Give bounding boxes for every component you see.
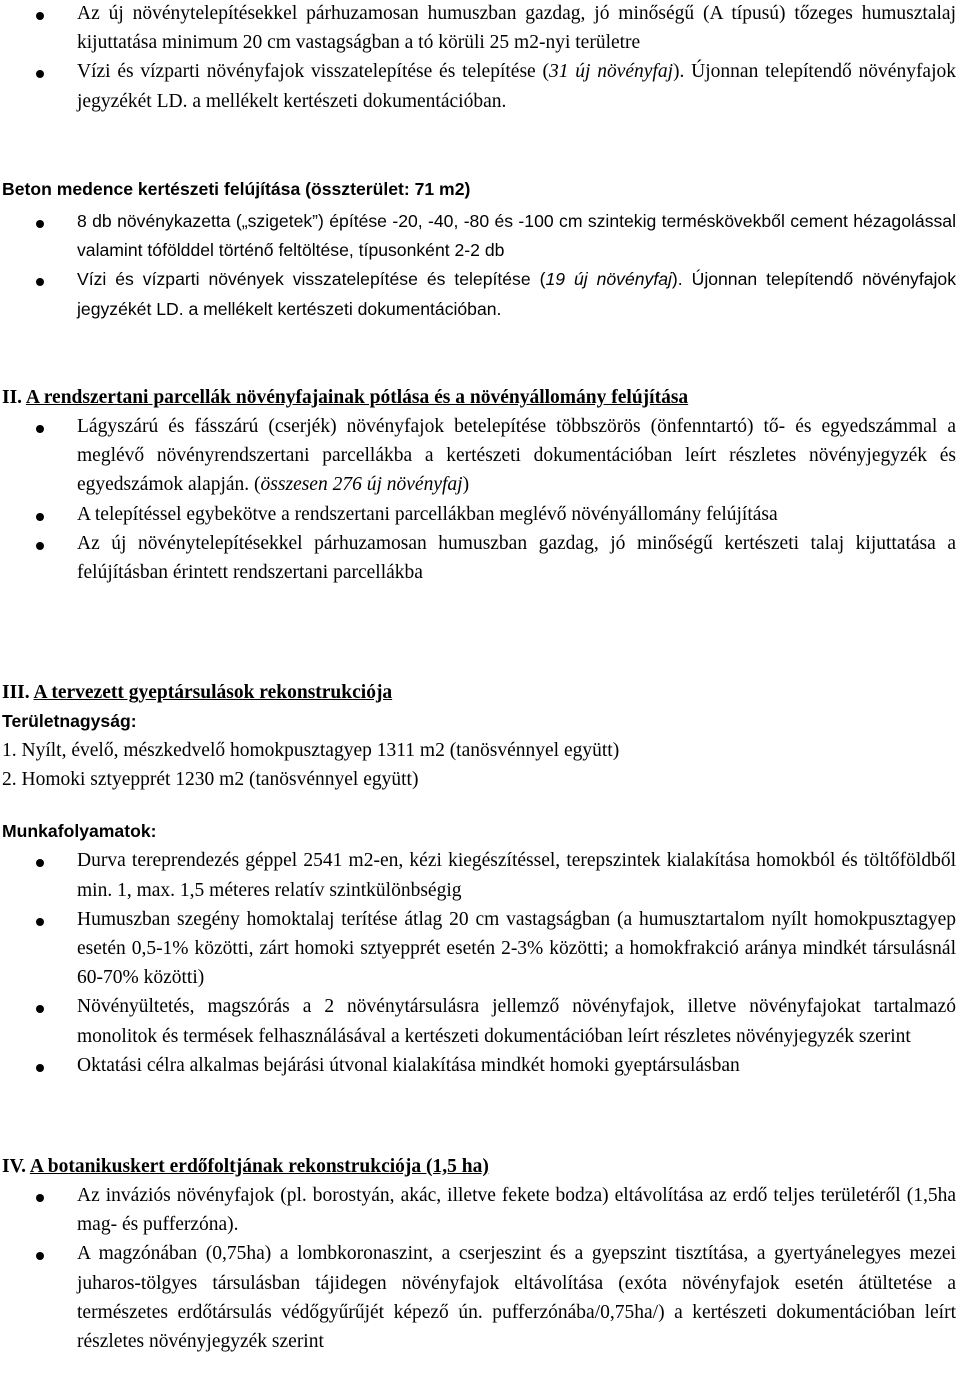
intro-bullet-list — [0, 0, 960, 116]
list-item-text: Oktatási célra alkalmas bejárási útvonal kialakítása mindkét homoki gyeptársulásban — [77, 1054, 740, 1076]
section-4 — [0, 1152, 960, 1356]
section-3 — [0, 678, 960, 1080]
list-item-text: ). Újonnan telepítendő növényfajok jegyzékét LD. a mellékelt kertészeti dokumentációban. — [77, 61, 957, 112]
list-item-text: A telepítéssel egybekötve a rendszertani parcellákban meglévő növényállomány felújítása — [77, 503, 778, 525]
list-item-text: 8 db növénykazetta („szigetek”) építése -20, -40, -80 és -100 cm szintekig terméskövekből cement hézagolással valamint tófölddel történő feltöltése, típusonként 2-2 db — [77, 211, 956, 261]
list-item — [0, 207, 960, 265]
list-item — [0, 529, 960, 587]
list-item-text: ). Újonnan telepítendő növényfajok jegyzékét LD. a mellékelt kertészeti dokumentációban. — [77, 269, 956, 319]
section-2 — [0, 383, 960, 587]
section-heading: Beton medence kertészeti felújítása (összterület: 71 m2) — [2, 179, 471, 199]
section-title: A rendszertani parcellák növényfajainak pótlása és a növényállomány felújítása — [25, 387, 689, 408]
section-numeral: III. — [2, 682, 30, 703]
list-item — [0, 846, 960, 904]
list-item-text: Vízi és vízparti növényfajok visszatelepítése és telepítése ( — [77, 61, 549, 83]
list-item-text: ) — [462, 474, 470, 496]
section-heading — [0, 383, 960, 412]
list-item — [0, 905, 960, 993]
list-item-text: Az új növénytelepítésekkel párhuzamosan humuszban gazdag, jó minőségű (A típusú) tőzeges humusztalaj kijuttatása minimum 20 cm vastagságban a tó körüli 25 m2-nyi területre — [77, 3, 956, 54]
area-item: 2. Homoki sztyepprét 1230 m2 (tanösvénnyel együtt) — [2, 769, 419, 791]
list-item — [0, 992, 960, 1050]
list-item — [0, 412, 960, 500]
section-title: A botanikuskert erdőfoltjának rekonstrukciója (1,5 ha) — [29, 1156, 489, 1177]
list-item-text: Vízi és vízparti növények visszatelepítése és telepítése ( — [77, 269, 546, 290]
list-item-text: Az inváziós növényfajok (pl. borostyán, akác, illetve fekete bodza) eltávolítása az erdő teljes területéről (1,5ha mag- és pufferzóna). — [77, 1185, 956, 1236]
section-heading — [0, 1152, 960, 1181]
list-item — [0, 265, 960, 323]
new-species-count: összesen 276 új növényfaj — [260, 474, 463, 496]
beton-medence-section — [0, 175, 960, 324]
list-item-text: Az új növénytelepítésekkel párhuzamosan humuszban gazdag, jó minőségű kertészeti talaj kijuttatása a felújításban érintett rendszertani parcellákba — [77, 532, 956, 584]
list-item-text: Lágyszárú és fásszárú (cserjék) növényfajok betelepítése többszörös (önfenntartó) tő- és egyedszámmal a meglévő növényrendszertani parcellákba a kertészeti dokumentációban leírt részletes növényjegyzék és egyedszámok alapján. ( — [77, 416, 956, 496]
work-label: Munkafolyamatok: — [2, 821, 157, 842]
list-item-text: Növényültetés, magszórás a 2 növénytársulásra jellemző növényfajok, illetve növényfajokat tartalmazó monolitok és termések felhasználásával a kertészeti dokumentációban leírt részletes növényjegyzék szerint — [77, 996, 956, 1047]
list-item-text: Durva tereprendezés géppel 2541 m2-en, kézi kiegészítéssel, terepszintek kialakítása homokból és töltőföldből min. 1, max. 1,5 méteres relatív szintkülönbségig — [77, 850, 956, 901]
list-item — [0, 500, 960, 529]
section-title: A tervezett gyeptársulások rekonstrukciója — [33, 682, 393, 703]
area-item: 1. Nyílt, évelő, mészkedvelő homokpusztagyep 1311 m2 (tanösvénnyel együtt) — [2, 740, 620, 761]
list-item — [0, 1239, 960, 1356]
list-item-text: A magzónában (0,75ha) a lombkoronaszint, a cserjeszint és a gyepszint tisztítása, a gyertyánelegyes mezei juharos-tölgyes társulásban tájidegen növényfajok eltávolítása (exóta növényfajok esetén átültetése a természetes erdőtársulás védőgyűrűjét képező ún. pufferzónába/0,75ha/) a kertészeti dokumentációban leírt részletes növényjegyzék szerint — [77, 1243, 956, 1353]
list-item-text: Humuszban szegény homoktalaj terítése átlag 20 cm vastagságban (a humusztartalom nyílt homokpusztagyep esetén 0,5-1% közötti, zárt homoki sztyepprét esetén 2-3% közötti; a homokfrakció aránya mindkét társulásnál 60-70% közötti) — [77, 908, 956, 989]
section-numeral: IV. — [2, 1156, 27, 1177]
list-item — [0, 1181, 960, 1239]
section-numeral: II. — [2, 387, 23, 408]
list-item — [0, 0, 960, 57]
new-species-count: 31 új növényfaj — [548, 61, 674, 83]
list-item — [0, 57, 960, 115]
list-item — [0, 1051, 960, 1080]
new-species-count: 19 új növényfaj — [545, 269, 672, 290]
section-heading — [0, 678, 960, 707]
area-label: Területnagyság: — [2, 711, 137, 731]
